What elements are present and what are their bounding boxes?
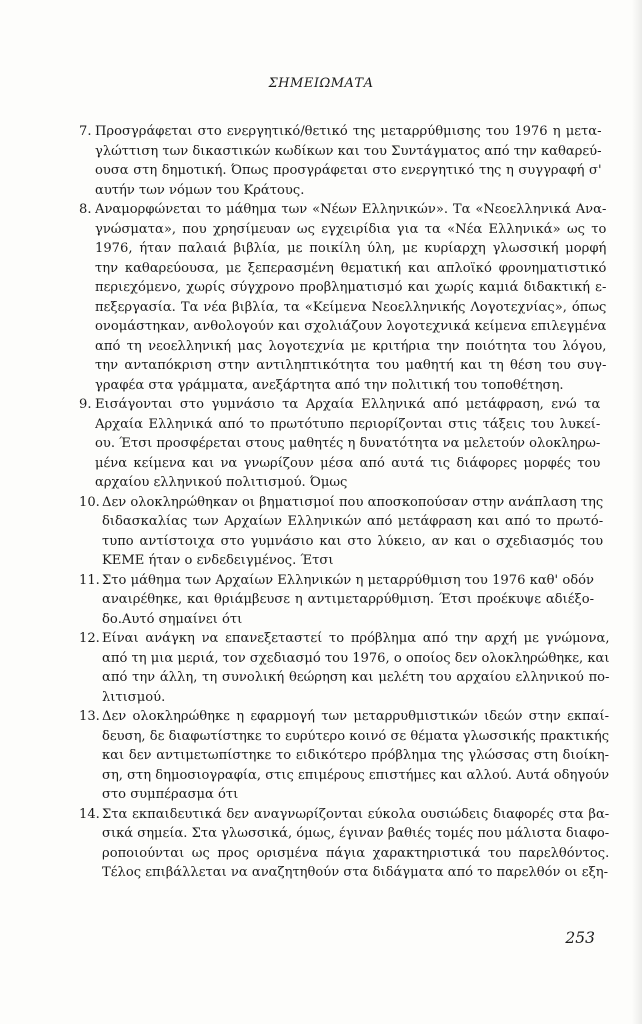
note-line: λιτισμού. bbox=[102, 689, 166, 705]
note-text bbox=[102, 571, 594, 630]
note-text bbox=[95, 200, 606, 395]
note-item bbox=[79, 395, 601, 493]
note-number: 13. bbox=[79, 709, 100, 724]
note-number: 11. bbox=[79, 572, 100, 588]
note-text bbox=[102, 707, 609, 805]
note-line: αυτήν των νόμων του Κράτους. bbox=[95, 182, 305, 198]
note-line: ου. Έτσι προσφέρεται στους μαθητές η δυνατότητα να μελετούν ολοκληρω- bbox=[95, 436, 601, 451]
note-line: γραφέα στα γράμματα, ανεξάρτητα από την πολιτική του τοποθέτηση. bbox=[95, 377, 564, 393]
note-text bbox=[95, 122, 602, 200]
note-line: ονομάστηκαν, ανθολογούν και σχολιάζουν λογοτεχνικά κείμενα επιλεγμένα bbox=[95, 319, 607, 334]
note-line: ση, στη δημοσιογραφία, στις επιμέρους επιστήμες και αλλού. Αυτά οδηγούν bbox=[102, 767, 610, 783]
note-line: στο συμπέρασμα ότι bbox=[102, 787, 239, 802]
note-line: ουσα στη δημοτική. Όπως προσγράφεται στο ενεργητικό της η συγγραφή σ' bbox=[95, 163, 602, 178]
page-number: 253 bbox=[565, 929, 595, 947]
note-line: Είναι ανάγκη να επανεξεταστεί το πρόβλημα από την αρχή με γνώμονα, bbox=[102, 631, 610, 646]
note-line: τυπο αντίστοιχα στο γυμνάσιο και στο λύκειο, αν και ο σχεδιασμός του bbox=[102, 533, 604, 549]
note-line: από τη μια μεριά, τον σχεδιασμό του 1976, ο οποίος δεν ολοκληρώθηκε, και bbox=[102, 650, 610, 666]
note-number: 9. bbox=[79, 397, 92, 412]
note-line: από τη νεοελληνική μας λογοτεχνία με κριτήρια την ποιότητα του λόγου, bbox=[95, 338, 607, 354]
note-text bbox=[102, 629, 610, 707]
note-line: δευση, δε διαφωτίστηκε το ευρύτερο κοινό σε θέματα γλωσσικής πρακτικής bbox=[102, 728, 610, 744]
note-item bbox=[79, 707, 610, 805]
note-line: διδασκαλίας των Αρχαίων Ελληνικών από μετάφραση και από το πρωτό- bbox=[102, 514, 604, 529]
note-number: 10. bbox=[79, 494, 100, 510]
page-edge-shadow bbox=[632, 0, 642, 1024]
note-line: Στο μάθημα των Αρχαίων Ελληνικών η μεταρρύθμιση του 1976 καθ' οδόν bbox=[102, 572, 594, 588]
note-line: ροποιούνται ως προς ορισμένα πάγια χαρακτηριστικά του παρελθόντος. bbox=[102, 845, 610, 861]
notes-list bbox=[79, 122, 610, 883]
note-number: 14. bbox=[79, 806, 100, 822]
note-line: Αναμορφώνεται το μάθημα των «Νέων Ελληνικών». Τα «Νεοελληνικά Ανα- bbox=[95, 202, 607, 217]
note-line: ΚΕΜΕ ήταν ο ενδεδειγμένος. Έτσι bbox=[102, 553, 334, 568]
note-line: Δεν ολοκληρώθηκαν οι βηματισμοί που αποσκοπούσαν στην ανάπλαση της bbox=[102, 494, 604, 510]
note-line: την καθαρεύουσα, με ξεπερασμένη θεματική και απλοϊκό φρονηματιστικό bbox=[95, 260, 607, 276]
note-item bbox=[79, 122, 602, 200]
note-line: μένα κείμενα και να γνωρίζουν μέσα από αυτά τις διάφορες μορφές του bbox=[95, 455, 601, 471]
note-item bbox=[79, 805, 610, 883]
note-line: την ανταπόκριση στην αντιληπτικότητα του μαθητή και τη θέση του συγ- bbox=[95, 358, 607, 373]
note-line: σικά σημεία. Στα γλωσσικά, όμως, έγιναν βαθιές τομές που μάλιστα διαφο- bbox=[102, 826, 610, 841]
note-line: δο.Αυτό σημαίνει ότι bbox=[102, 611, 243, 627]
note-text bbox=[95, 395, 600, 493]
note-number: 8. bbox=[79, 202, 92, 217]
note-line: γλώττιση των δικαστικών κωδίκων και του Συντάγματος από την καθαρεύ- bbox=[95, 143, 602, 159]
note-line: και δεν αντιμετωπίστηκε το ειδικότερο πρόβλημα της γλώσσας στη διοίκη- bbox=[102, 748, 610, 763]
note-item bbox=[79, 493, 604, 571]
running-header: ΣΗΜΕΙΩΜΑΤΑ bbox=[268, 76, 374, 91]
note-number: 7. bbox=[79, 124, 92, 139]
note-line: Δεν ολοκληρώθηκε η εφαρμογή των μεταρρυθμιστικών ιδεών στην εκπαί- bbox=[102, 709, 610, 724]
note-line: πεξεργασία. Τα νέα βιβλία, τα «Κείμενα Νεοελληνικής Λογοτεχνίας», όπως bbox=[95, 299, 607, 315]
note-line: Εισάγονται στο γυμνάσιο τα Αρχαία Ελληνικά από μετάφραση, ενώ τα bbox=[95, 397, 601, 412]
note-line: από την άλλη, τη συνολική θεώρηση και μελέτη του αρχαίου ελληνικού πο- bbox=[102, 670, 610, 685]
note-item bbox=[79, 200, 607, 395]
note-line: αναιρέθηκε, και θριάμβευσε η αντιμεταρρύθμιση. Έτσι προέκυψε αδιέξο- bbox=[102, 592, 594, 607]
note-line: γνώσματα», που χρησίμευαν ως εγχειρίδια για τα «Νέα Ελληνικά» ως το bbox=[95, 221, 607, 237]
note-item bbox=[79, 629, 610, 707]
note-line: Αρχαία Ελληνικά από το πρωτότυπο περιορίζονται στις τάξεις του λυκεί- bbox=[95, 416, 601, 432]
note-text bbox=[102, 493, 603, 571]
note-line: Τέλος επιβάλλεται να αναζητηθούν στα διδάγματα από το παρελθόν οι εξη- bbox=[102, 865, 609, 880]
note-item bbox=[79, 571, 594, 630]
note-line: Προσγράφεται στο ενεργητικό/θετικό της μεταρρύθμισης του 1976 η μετα- bbox=[95, 124, 602, 139]
note-text bbox=[102, 805, 609, 883]
note-line: αρχαίου ελληνικού πολιτισμού. Όμως bbox=[95, 475, 348, 490]
note-number: 12. bbox=[79, 631, 100, 646]
note-line: περιεχόμενο, χωρίς σύγχρονο προβληματισμό και χωρίς καμιά διδακτική ε- bbox=[95, 280, 607, 295]
note-line: Στα εκπαιδευτικά δεν αναγνωρίζονται εύκολα ουσιώδεις διαφορές στα βα- bbox=[102, 806, 610, 822]
note-line: 1976, ήταν παλαιά βιβλία, με ποικίλη ύλη, με κυρίαρχη γλωσσική μορφή bbox=[95, 241, 607, 256]
